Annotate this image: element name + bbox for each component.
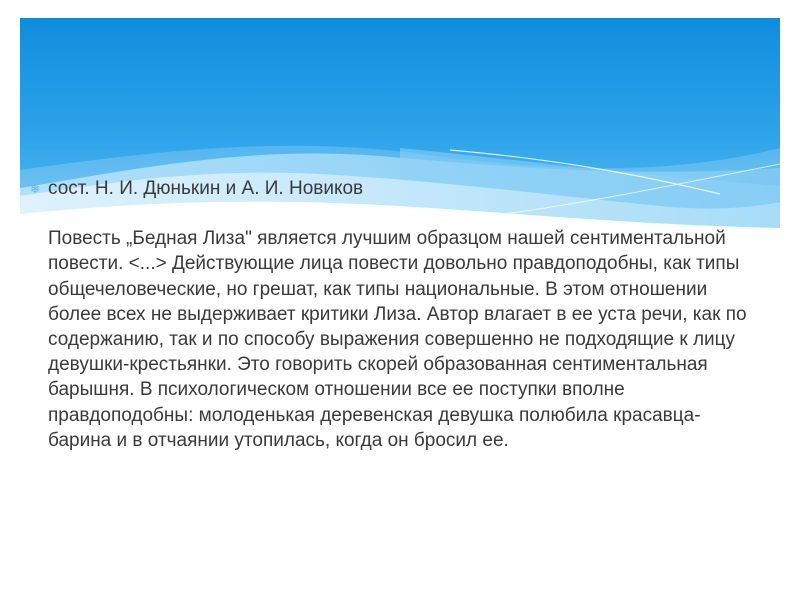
bullet-item xyxy=(30,176,770,453)
paragraph-text: Повесть „Бедная Лиза" является лучшим образцом нашей сентиментальной повести. <...> Действующие лица повести довольно правдоподобны, как типы общечеловеческие, но грешат, как типы национальные. В этом отношении более всех не выдерживает критики Лиза. Автор влагает в ее уста речи, как по содержанию, так и по способу выражения совершенно не подходящие к лицу девушки-крестьянки. Это говорить скорей образованная сентиментальная барышня. В психологическом отношении все ее поступки вполне правдоподобны: молоденькая деревенская девушка полюбила красавца-барина и в отчаянии утопилась, когда он бросил ее. xyxy=(48,228,747,451)
author-line: сост. Н. И. Дюнькин и А. И. Новиков xyxy=(48,178,364,199)
bullet-text xyxy=(48,176,770,453)
snowflake-bullet-icon: ❄ xyxy=(30,182,41,196)
slide-content xyxy=(30,176,770,453)
